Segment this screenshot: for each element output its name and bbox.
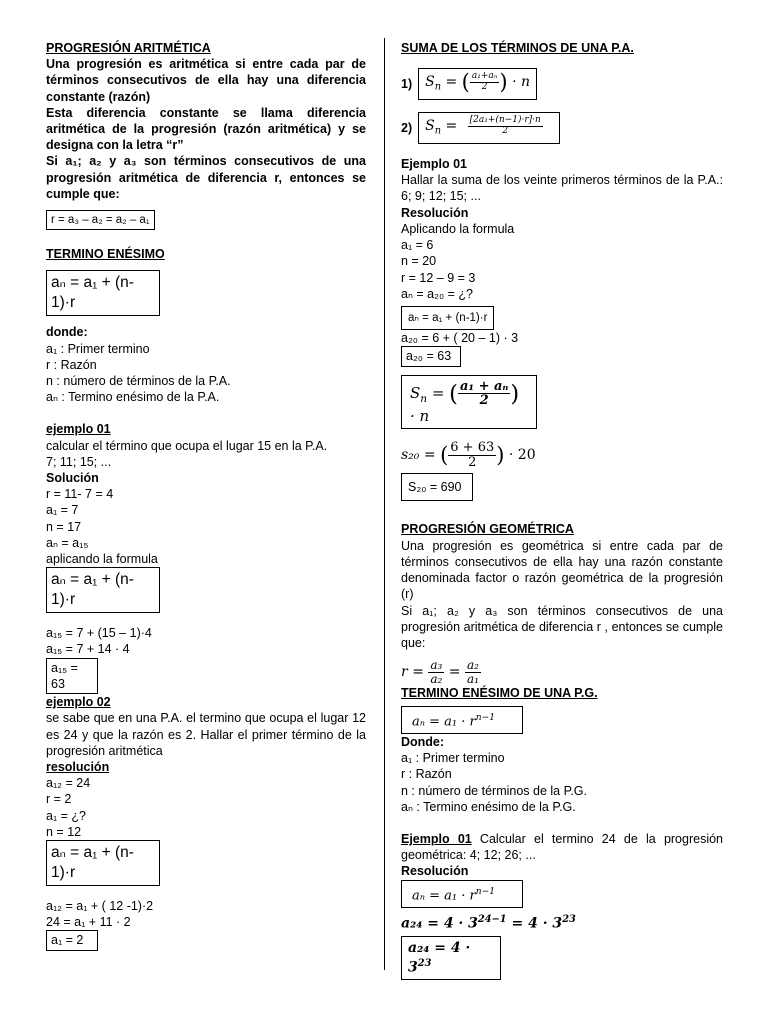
- example-2-text: se sabe que en una P.A. el termino que ocupa el lugar 12 es 24 y que la razón es 2. Hallar el primer término de la progresión aritmética: [46, 711, 366, 758]
- an-formula-box-3: aₙ = a₁ + (n-1)·r: [46, 840, 160, 886]
- sum-formula-2-box: $S_n$ = $\frac{\text{[2a₁+(n−1)·r]·n}}{2}$: [418, 112, 560, 144]
- a24-calc: $a_{24} = 4 \cdot 3^{24-1} = 4 \cdot 3^{23}$: [401, 914, 576, 932]
- pa-legend-1: a₁ : Primer termino: [46, 341, 150, 356]
- example-2-line-4: n = 12: [46, 824, 82, 839]
- an-formula-box-2: aₙ = a₁ + (n-1)·r: [46, 567, 160, 613]
- sum-line-1: a₁ = 6: [401, 238, 434, 253]
- pg-formula-box-2: $a_n = a_1 \cdot r^{n-1}$: [401, 880, 523, 909]
- pg-legend-2: r : Razón: [401, 767, 452, 782]
- a24-result-box: $a_{24} = 4 \cdot 3^{23}$: [401, 936, 501, 980]
- example-1-text: calcular el término que ocupa el lugar 15 en la P.A.: [46, 438, 328, 453]
- pg-legend-3: n : número de términos de la P.G.: [401, 783, 587, 798]
- sum-line-2: n = 20: [401, 254, 437, 269]
- pa-definition-2: Esta diferencia constante se llama diferencia aritmética de la progresión (razón aritmética) y se designa con la letra “r”: [46, 105, 366, 153]
- s20-result: S₂₀ = 690: [401, 473, 473, 501]
- pa-legend-2: r : Razón: [46, 357, 97, 372]
- r-formula-box: r = a₃ – a₂ = a₂ – a₁: [46, 210, 155, 230]
- pa-consecutive-text: Si a₁; a₂ y a₃ son términos consecutivos de una progresión aritmética de diferencia r, entonces se cumple que:: [46, 154, 366, 201]
- heading-termino-enesimo: TERMINO ENÉSIMO: [46, 247, 165, 262]
- heading-suma-pa: SUMA DE LOS TÉRMINOS DE UNA P.A.: [401, 41, 634, 55]
- heading-pg-enesimo: TERMINO ENÉSIMO DE UNA P.G.: [401, 686, 598, 701]
- column-divider: [384, 38, 385, 970]
- sum-line-3: r = 12 – 9 = 3: [401, 270, 476, 285]
- sum-line-4: aₙ = a₂₀ = ¿?: [401, 286, 474, 301]
- pa-legend-4: aₙ : Termino enésimo de la P.A.: [46, 390, 220, 405]
- pa-legend-3: n : número de términos de la P.A.: [46, 374, 231, 389]
- pg-ratio-formula: r = $\frac{\text{a₃}}{\text{a₂}}$ = $\frac{\text{a₂}}{\text{a₁}}$: [401, 658, 479, 686]
- example-1-sequence: 7; 11; 15; ...: [46, 454, 112, 469]
- sum-formula-1: 1) $S_n$ = ( $\frac{\text{a₁+aₙ}}{2}$ ) · n: [401, 68, 723, 100]
- pg-donde-label: Donde:: [401, 735, 445, 750]
- heading-progresion-aritmetica: PROGRESIÓN ARITMÉTICA: [46, 41, 211, 55]
- sum-resolucion: Resolución: [401, 205, 469, 220]
- example-1-line-1: r = 11- 7 = 4: [46, 487, 114, 502]
- example-1-calc-2: a₁₅ = 7 + 14 · 4: [46, 642, 130, 657]
- pg-formula-box: $a_n = a_1 \cdot r^{n-1}$: [401, 706, 523, 735]
- example-2-line-2: r = 2: [46, 792, 72, 807]
- sum-formula-2: 2) $S_n$ = $\frac{\text{[2a₁+(n−1)·r]·n}}{2}$: [401, 112, 723, 144]
- pg-legend-4: aₙ : Termino enésimo de la P.G.: [401, 799, 576, 814]
- example-2-calc-2: 24 = a₁ + 11 · 2: [46, 915, 131, 930]
- right-column: [401, 40, 723, 980]
- example-1-line-2: a₁ = 7: [46, 503, 79, 518]
- sum-formula-1-box: $S_n$ = ( $\frac{\text{a₁+aₙ}}{2}$ ) · n: [418, 68, 537, 100]
- an-formula-box: aₙ = a₁ + (n-1)·r: [46, 270, 160, 316]
- resolucion-label: resolución: [46, 759, 110, 774]
- a20-result: a₂₀ = 63: [401, 346, 461, 366]
- pg-legend-1: a₁ : Primer termino: [401, 751, 505, 766]
- example-1-title: ejemplo 01: [46, 422, 111, 437]
- example-1-calc-1: a₁₅ = 7 + (15 – 1)·4: [46, 626, 152, 641]
- solucion-label: Solución: [46, 471, 99, 486]
- example-2-line-3: a₁ = ¿?: [46, 808, 87, 823]
- example-2-line-1: a₁₂ = 24: [46, 776, 91, 791]
- heading-progresion-geometrica: PROGRESIÓN GEOMÉTRICA: [401, 522, 574, 537]
- pa-definition: Una progresión es aritmética si entre cada par de términos consecutivos de ella hay una diferencia constante (razón): [46, 57, 366, 104]
- example-2-calc-1: a₁₂ = a₁ + ( 12 -1)·2: [46, 898, 154, 913]
- an-formula-box-right: aₙ = a₁ + (n-1)·r: [401, 306, 494, 330]
- pg-definition: Una progresión es geométrica si entre cada par de términos consecutivos de ella hay una razón constante denominada factor o razón geométrica de la progresión (r): [401, 538, 723, 602]
- pg-resolucion: Resolución: [401, 864, 469, 879]
- example-1-line-4: aₙ = a₁₅: [46, 535, 89, 550]
- s20-formula: s₂₀ = ( $\frac{6 + 63}{2}$ ) · 20: [401, 440, 536, 470]
- example-2-result: a₁ = 2: [46, 930, 98, 950]
- aplicando-label: aplicando la formula: [46, 552, 158, 567]
- example-1-result: a₁₅ = 63: [46, 658, 98, 694]
- example-1-line-3: n = 17: [46, 519, 82, 534]
- left-column: [46, 40, 366, 951]
- sum-example-text: Hallar la suma de los veinte primeros términos de la P.A.: 6; 9; 12; 15; ...: [401, 173, 723, 204]
- sum-example-title: Ejemplo 01: [401, 157, 467, 172]
- pg-consecutive-text: Si a₁; a₂ y a₃ son términos consecutivos de una progresión aritmética de diferencia r , entonces se cumple que:: [401, 603, 723, 650]
- example-2-title: ejemplo 02: [46, 695, 111, 710]
- pg-example: Ejemplo 01 Calcular el termino 24 de la progresión geométrica: 4; 12; 26; ...: [401, 832, 724, 863]
- a20-calc: a₂₀ = 6 + ( 20 – 1) · 3: [401, 331, 519, 346]
- donde-label: donde:: [46, 325, 88, 340]
- sum-aplicando: Aplicando la formula: [401, 221, 515, 236]
- big-sum-formula: $S_n$ = ( $\frac{\text{a₁ + aₙ}}{2}$ ) · n: [401, 375, 537, 429]
